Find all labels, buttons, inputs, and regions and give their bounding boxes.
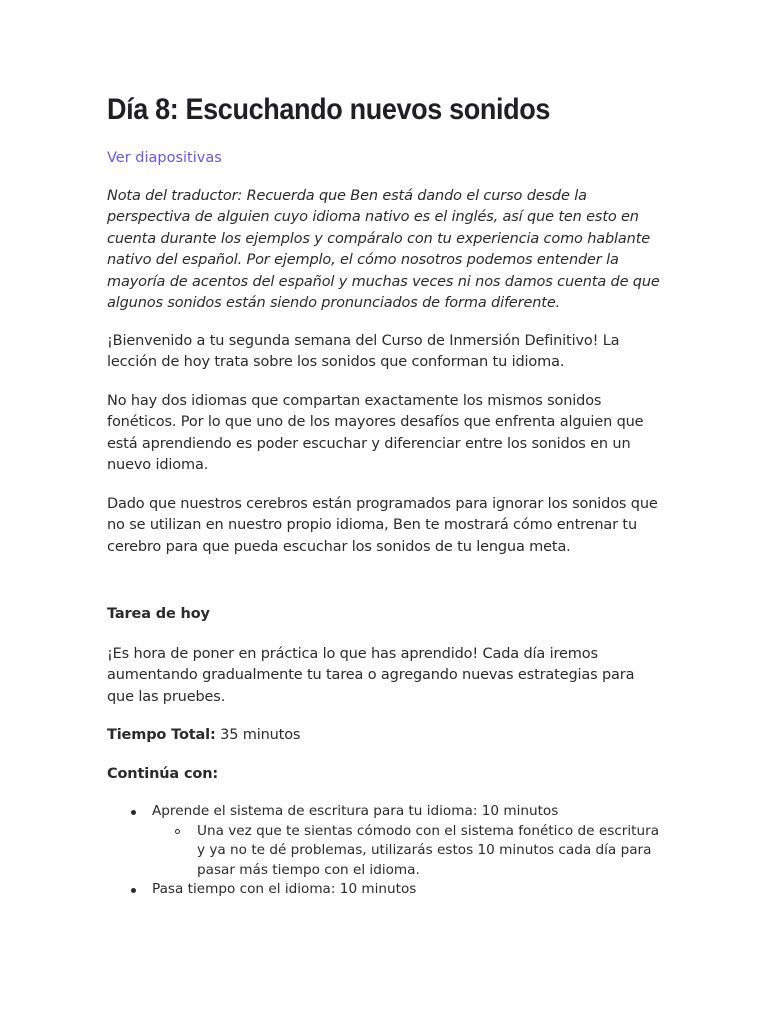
brain-paragraph: Dado que nuestros cerebros están programados para ignorar los sonidos que no se utilizan en nuestro propio idioma, Ben te mostrará cómo entrenar tu cerebro para que pueda escuchar los sonidos de tu lengua meta. bbox=[107, 496, 658, 555]
translator-note: Nota del traductor: Recuerda que Ben está dando el curso desde la perspectiva de alguien cuyo idioma nativo es el inglés, así que ten esto en cuenta durante los ejemplos y compáralo con tu experiencia como hablante nativo del español. Por ejemplo, el cómo nosotros podemos entender la mayoría de acentos del español y muchas veces ni nos damos cuenta de que algunos sonidos están siendo pronunciados de forma diferente. bbox=[107, 188, 660, 312]
bullet-icon bbox=[131, 810, 136, 815]
homework-intro: ¡Es hora de poner en práctica lo que has aprendido! Cada día iremos aumentando gradualmente tu tarea o agregando nuevas estrategias para que las pruebes. bbox=[107, 646, 635, 705]
homework-list bbox=[107, 802, 663, 900]
intro-paragraph: ¡Bienvenido a tu segunda semana del Curso de Inmersión Definitivo! La lección de hoy trata sobre los sonidos que conforman tu idioma. bbox=[107, 333, 620, 371]
list-item bbox=[107, 880, 663, 900]
homework-heading: Tarea de hoy bbox=[107, 606, 210, 622]
hollow-bullet-icon bbox=[175, 829, 180, 834]
list-item-text: Aprende el sistema de escritura para tu idioma: 10 minutos bbox=[152, 803, 559, 819]
continue-label: Continúa con: bbox=[107, 766, 219, 782]
total-time-value: 35 minutos bbox=[215, 727, 301, 743]
total-time-label: Tiempo Total: bbox=[107, 727, 216, 743]
total-time bbox=[107, 725, 663, 746]
page-title: Día 8: Escuchando nuevos sonidos bbox=[107, 93, 551, 126]
list-item-text: Pasa tiempo con el idioma: 10 minutos bbox=[152, 881, 417, 898]
phonetics-paragraph: No hay dos idiomas que compartan exactamente los mismos sonidos fonéticos. Por lo que uno de los mayores desafíos que enfrenta alguien que está aprendiendo es poder escuchar y diferenciar entre los sonidos en un nuevo idioma. bbox=[107, 393, 644, 474]
bullet-icon bbox=[131, 888, 136, 893]
view-slides-link[interactable]: Ver diapositivas bbox=[107, 150, 222, 166]
list-subitem bbox=[107, 822, 663, 881]
list-item bbox=[107, 802, 663, 822]
list-subitem-text: Una vez que te sientas cómodo con el sistema fonético de escritura y ya no te dé problemas, utilizarás estos 10 minutos cada día para pasar más tiempo con el idioma. bbox=[197, 822, 660, 878]
